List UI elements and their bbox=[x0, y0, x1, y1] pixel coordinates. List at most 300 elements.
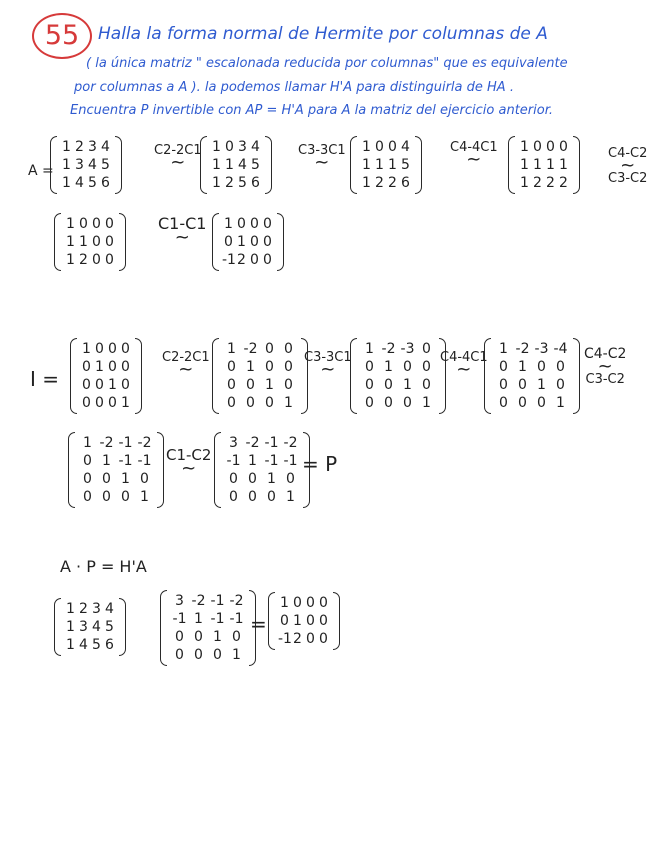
matrix-cell: 1 bbox=[520, 175, 529, 191]
matrix-cell: 1 bbox=[422, 395, 431, 411]
matrix-row bbox=[360, 340, 436, 358]
matrix-row bbox=[222, 340, 298, 358]
matrix-cell: -3 bbox=[400, 341, 415, 357]
statement-line-1: Halla la forma normal de Hermite por columnas de A bbox=[98, 24, 548, 44]
matrix-row bbox=[170, 610, 246, 628]
matrix-cell: 3 bbox=[75, 157, 84, 173]
matrix-cell: 1 bbox=[212, 157, 221, 173]
matrix-cell: 1 bbox=[267, 471, 276, 487]
matrix-cell: 0 bbox=[265, 341, 274, 357]
matrix-cell: 0 bbox=[227, 395, 236, 411]
matrix bbox=[212, 338, 308, 414]
matrix-cell: 0 bbox=[403, 395, 412, 411]
matrix-cell: 0 bbox=[92, 234, 101, 250]
matrix-cell: 0 bbox=[422, 341, 431, 357]
matrix bbox=[160, 590, 256, 666]
matrix-cell: 1 bbox=[375, 157, 384, 173]
matrix-cell: 0 bbox=[319, 631, 328, 647]
matrix bbox=[50, 136, 122, 194]
matrix-cell: 0 bbox=[388, 139, 397, 155]
matrix-cell: 0 bbox=[102, 489, 111, 505]
matrix-cell: 4 bbox=[75, 175, 84, 191]
matrix bbox=[214, 432, 310, 508]
matrix-row bbox=[360, 138, 412, 156]
matrix-cell: 0 bbox=[102, 471, 111, 487]
matrix-cell: 1 bbox=[533, 157, 542, 173]
matrix-cell: 0 bbox=[79, 216, 88, 232]
matrix-cell: 1 bbox=[518, 359, 527, 375]
problem-number-circle bbox=[32, 13, 92, 59]
matrix-cell: 5 bbox=[401, 157, 410, 173]
matrix-left-bracket bbox=[54, 213, 61, 271]
column-operation-pair: C4-C2 ~ C3-C2 bbox=[608, 146, 648, 186]
matrix-cell: 1 bbox=[82, 341, 91, 357]
matrix-cell: 1 bbox=[66, 601, 75, 617]
matrix-cell: 0 bbox=[108, 359, 117, 375]
matrix-row bbox=[494, 376, 570, 394]
matrix-cell: 1 bbox=[140, 489, 149, 505]
matrix-cell: 0 bbox=[213, 647, 222, 663]
statement-line-2: ( la única matriz " escalonada reducida por columnas" que es equivalente bbox=[86, 56, 568, 71]
matrix bbox=[54, 213, 126, 271]
matrix-cell: 1 bbox=[265, 377, 274, 393]
matrix-cell: -1 bbox=[264, 435, 279, 451]
matrix-cell: 0 bbox=[83, 471, 92, 487]
matrix-cell: 1 bbox=[365, 341, 374, 357]
matrix-cell: 0 bbox=[265, 359, 274, 375]
matrix-cell: 0 bbox=[384, 395, 393, 411]
matrix-cell: 0 bbox=[365, 359, 374, 375]
matrix-cell: 1 bbox=[284, 395, 293, 411]
matrix-cell: 1 bbox=[520, 157, 529, 173]
matrix-row bbox=[360, 156, 412, 174]
matrix-cell: 0 bbox=[537, 359, 546, 375]
matrix-cell: 5 bbox=[92, 637, 101, 653]
matrix-row bbox=[360, 394, 436, 412]
matrix-cell: 1 bbox=[559, 157, 568, 173]
i-equals-label: I = bbox=[30, 367, 60, 391]
matrix-cell: -2 bbox=[99, 435, 114, 451]
matrix-row bbox=[222, 251, 274, 269]
matrix-cell: 0 bbox=[121, 377, 130, 393]
matrix-cell: 4 bbox=[79, 637, 88, 653]
matrix-cell: 0 bbox=[263, 252, 272, 268]
matrix-cell: 3 bbox=[238, 139, 247, 155]
matrix-cell: 0 bbox=[546, 139, 555, 155]
matrix-cell: 3 bbox=[175, 593, 184, 609]
matrix-cell: -4 bbox=[553, 341, 568, 357]
matrix-cell: -1 bbox=[222, 252, 236, 268]
column-operation-pair: C4-C2 ~ C3-C2 bbox=[584, 346, 627, 387]
matrix-cell: 6 bbox=[251, 175, 260, 191]
matrix-cell: 1 bbox=[62, 139, 71, 155]
matrix-row bbox=[222, 233, 274, 251]
matrix-row bbox=[60, 174, 112, 192]
matrix-left-bracket bbox=[200, 136, 207, 194]
matrix-cell: 1 bbox=[62, 175, 71, 191]
matrix-row bbox=[170, 646, 246, 664]
matrix-cell: 1 bbox=[224, 216, 233, 232]
matrix-left-bracket bbox=[484, 338, 491, 414]
matrix-cell: 0 bbox=[306, 613, 315, 629]
matrix-row bbox=[64, 600, 116, 618]
matrix-cell: 1 bbox=[388, 157, 397, 173]
matrix-cell: 0 bbox=[232, 629, 241, 645]
matrix-left-bracket bbox=[350, 338, 357, 414]
column-operation: C1-C1 ~ bbox=[158, 214, 207, 248]
matrix-cell: 5 bbox=[88, 175, 97, 191]
matrix-row bbox=[494, 358, 570, 376]
column-operation: C4-4C1 ~ bbox=[440, 350, 488, 380]
matrix-cell: 5 bbox=[101, 157, 110, 173]
matrix-right-bracket bbox=[277, 213, 284, 271]
matrix-cell: 0 bbox=[92, 252, 101, 268]
matrix-cell: 0 bbox=[286, 471, 295, 487]
matrix-row bbox=[78, 452, 154, 470]
matrix-row bbox=[78, 470, 154, 488]
matrix-cell: 4 bbox=[92, 619, 101, 635]
a-equals-label: A = bbox=[28, 163, 54, 179]
matrix-cell: 0 bbox=[175, 629, 184, 645]
matrix-cell: 1 bbox=[102, 453, 111, 469]
column-operation: C2-2C1 ~ bbox=[162, 350, 210, 380]
matrix-left-bracket bbox=[350, 136, 357, 194]
matrix-left-bracket bbox=[68, 432, 75, 508]
matrix-cell: 0 bbox=[365, 377, 374, 393]
matrix-cell: 1 bbox=[227, 341, 236, 357]
matrix-row bbox=[64, 215, 116, 233]
matrix-cell: 1 bbox=[121, 471, 130, 487]
matrix-cell: 1 bbox=[62, 157, 71, 173]
matrix-cell: -1 bbox=[172, 611, 187, 627]
matrix-cell: -1 bbox=[226, 453, 241, 469]
matrix-cell: 4 bbox=[401, 139, 410, 155]
matrix-cell: 0 bbox=[284, 377, 293, 393]
matrix-row bbox=[494, 340, 570, 358]
matrix bbox=[350, 136, 422, 194]
matrix-right-bracket bbox=[119, 213, 126, 271]
matrix-left-bracket bbox=[70, 338, 77, 414]
matrix-cell: 1 bbox=[225, 157, 234, 173]
matrix-cell: 0 bbox=[237, 216, 246, 232]
matrix-right-bracket bbox=[157, 432, 164, 508]
matrix-cell: 0 bbox=[82, 377, 91, 393]
matrix-row bbox=[278, 594, 330, 612]
matrix-right-bracket bbox=[333, 592, 340, 650]
matrix-cell: 5 bbox=[105, 619, 114, 635]
matrix-cell: 0 bbox=[250, 252, 259, 268]
matrix-left-bracket bbox=[54, 598, 61, 656]
matrix-cell: 0 bbox=[248, 471, 257, 487]
matrix-cell: 0 bbox=[319, 613, 328, 629]
matrix-cell: 3 bbox=[229, 435, 238, 451]
matrix-row bbox=[224, 434, 300, 452]
matrix-cell: 0 bbox=[556, 359, 565, 375]
matrix-cell: 0 bbox=[537, 395, 546, 411]
matrix-cell: 2 bbox=[546, 175, 555, 191]
matrix-cell: 0 bbox=[83, 453, 92, 469]
matrix-cell: 1 bbox=[194, 611, 203, 627]
matrix-cell: 1 bbox=[79, 234, 88, 250]
matrix-cell: 0 bbox=[121, 489, 130, 505]
matrix-cell: 0 bbox=[121, 341, 130, 357]
matrix-cell: 1 bbox=[546, 157, 555, 173]
matrix-cell: 3 bbox=[79, 619, 88, 635]
matrix bbox=[212, 213, 284, 271]
column-operation: C3-3C1 ~ bbox=[304, 350, 352, 380]
matrix-left-bracket bbox=[268, 592, 275, 650]
matrix-cell: 2 bbox=[225, 175, 234, 191]
matrix-cell: 1 bbox=[520, 139, 529, 155]
matrix-row bbox=[224, 470, 300, 488]
matrix-cell: -2 bbox=[137, 435, 152, 451]
matrix-row bbox=[518, 156, 570, 174]
matrix-left-bracket bbox=[508, 136, 515, 194]
matrix-cell: 0 bbox=[293, 595, 302, 611]
matrix-cell: 0 bbox=[175, 647, 184, 663]
matrix-cell: 0 bbox=[246, 377, 255, 393]
matrix-cell: 0 bbox=[140, 471, 149, 487]
matrix-row bbox=[222, 376, 298, 394]
matrix-cell: 1 bbox=[232, 647, 241, 663]
matrix-cell: -1 bbox=[137, 453, 152, 469]
matrix-cell: -2 bbox=[229, 593, 244, 609]
matrix-cell: 1 bbox=[286, 489, 295, 505]
matrix-row bbox=[60, 156, 112, 174]
matrix-cell: 1 bbox=[499, 341, 508, 357]
matrix-cell: 4 bbox=[238, 157, 247, 173]
matrix-cell: 1 bbox=[384, 359, 393, 375]
matrix bbox=[350, 338, 446, 414]
matrix-row bbox=[224, 488, 300, 506]
matrix-cell: 1 bbox=[362, 157, 371, 173]
matrix-cell: 2 bbox=[293, 631, 302, 647]
matrix-cell: 1 bbox=[403, 377, 412, 393]
statement-line-3: por columnas a A ). la podemos llamar H'A para distinguirla de HA . bbox=[74, 80, 514, 95]
matrix-cell: 1 bbox=[248, 453, 257, 469]
matrix-row bbox=[210, 174, 262, 192]
matrix-left-bracket bbox=[160, 590, 167, 666]
matrix-cell: 0 bbox=[225, 139, 234, 155]
matrix-cell: 2 bbox=[375, 175, 384, 191]
matrix-row bbox=[360, 174, 412, 192]
matrix-cell: 3 bbox=[88, 139, 97, 155]
matrix-row bbox=[222, 394, 298, 412]
matrix-cell: 1 bbox=[362, 175, 371, 191]
matrix-left-bracket bbox=[212, 338, 219, 414]
matrix-cell: 1 bbox=[212, 175, 221, 191]
matrix-row bbox=[222, 215, 274, 233]
matrix-cell: 0 bbox=[556, 377, 565, 393]
matrix-row bbox=[60, 138, 112, 156]
matrix-cell: 2 bbox=[237, 252, 246, 268]
matrix-row bbox=[222, 358, 298, 376]
matrix-cell: 0 bbox=[319, 595, 328, 611]
column-operation: C4-4C1 ~ bbox=[450, 140, 498, 170]
matrix bbox=[54, 598, 126, 656]
matrix-left-bracket bbox=[212, 213, 219, 271]
matrix-right-bracket bbox=[265, 136, 272, 194]
matrix-cell: 5 bbox=[251, 157, 260, 173]
matrix-left-bracket bbox=[214, 432, 221, 508]
matrix-cell: 1 bbox=[237, 234, 246, 250]
matrix-cell: 0 bbox=[105, 252, 114, 268]
matrix-cell: 0 bbox=[95, 341, 104, 357]
matrix-cell: 0 bbox=[194, 647, 203, 663]
matrix-cell: 0 bbox=[403, 359, 412, 375]
matrix-cell: -1 bbox=[283, 453, 298, 469]
matrix-cell: 0 bbox=[533, 139, 542, 155]
matrix-cell: 2 bbox=[75, 139, 84, 155]
matrix-cell: 0 bbox=[83, 489, 92, 505]
matrix-cell: -1 bbox=[118, 453, 133, 469]
matrix-left-bracket bbox=[50, 136, 57, 194]
matrix-cell: -2 bbox=[243, 341, 258, 357]
matrix-row bbox=[170, 628, 246, 646]
matrix-cell: 6 bbox=[401, 175, 410, 191]
matrix-right-bracket bbox=[415, 136, 422, 194]
matrix-row bbox=[360, 376, 436, 394]
matrix-cell: 1 bbox=[66, 252, 75, 268]
matrix-right-bracket bbox=[119, 598, 126, 656]
matrix-cell: 0 bbox=[422, 377, 431, 393]
matrix-cell: 2 bbox=[559, 175, 568, 191]
matrix-cell: 0 bbox=[263, 234, 272, 250]
matrix-cell: 1 bbox=[246, 359, 255, 375]
matrix-row bbox=[278, 612, 330, 630]
matrix-row bbox=[494, 394, 570, 412]
matrix-row bbox=[64, 233, 116, 251]
matrix-cell: 0 bbox=[105, 216, 114, 232]
equals-sign: = bbox=[250, 612, 267, 636]
matrix-cell: 2 bbox=[533, 175, 542, 191]
matrix-cell: 2 bbox=[388, 175, 397, 191]
matrix-cell: 4 bbox=[88, 157, 97, 173]
matrix-cell: 5 bbox=[238, 175, 247, 191]
matrix-row bbox=[64, 251, 116, 269]
matrix-row bbox=[64, 636, 116, 654]
matrix-row bbox=[170, 592, 246, 610]
matrix-row bbox=[78, 488, 154, 506]
matrix-cell: -1 bbox=[210, 593, 225, 609]
matrix-row bbox=[80, 376, 132, 394]
matrix-cell: -2 bbox=[381, 341, 396, 357]
matrix-cell: 2 bbox=[79, 601, 88, 617]
matrix-cell: 0 bbox=[229, 489, 238, 505]
matrix-cell: -3 bbox=[534, 341, 549, 357]
matrix-row bbox=[210, 138, 262, 156]
matrix-row bbox=[518, 174, 570, 192]
matrix-row bbox=[64, 618, 116, 636]
matrix-cell: 1 bbox=[66, 637, 75, 653]
matrix-right-bracket bbox=[573, 136, 580, 194]
matrix-cell: 0 bbox=[105, 234, 114, 250]
matrix-cell: 4 bbox=[101, 139, 110, 155]
matrix-cell: 1 bbox=[83, 435, 92, 451]
matrix-cell: -2 bbox=[191, 593, 206, 609]
matrix-cell: 0 bbox=[265, 395, 274, 411]
matrix-cell: 1 bbox=[556, 395, 565, 411]
matrix-cell: 0 bbox=[384, 377, 393, 393]
product-equation-title: A · P = H'A bbox=[60, 557, 147, 576]
matrix-cell: 0 bbox=[229, 471, 238, 487]
matrix-cell: 0 bbox=[224, 234, 233, 250]
matrix-row bbox=[518, 138, 570, 156]
matrix-cell: 1 bbox=[66, 234, 75, 250]
matrix bbox=[70, 338, 142, 414]
matrix-row bbox=[80, 394, 132, 412]
matrix-cell: 3 bbox=[92, 601, 101, 617]
matrix-cell: -2 bbox=[283, 435, 298, 451]
matrix-row bbox=[80, 358, 132, 376]
matrix-cell: 0 bbox=[95, 377, 104, 393]
column-operation: C3-3C1 ~ bbox=[298, 143, 346, 173]
matrix-right-bracket bbox=[135, 338, 142, 414]
matrix-right-bracket bbox=[115, 136, 122, 194]
matrix-cell: 0 bbox=[518, 395, 527, 411]
matrix-row bbox=[210, 156, 262, 174]
matrix bbox=[484, 338, 580, 414]
matrix-cell: 1 bbox=[121, 395, 130, 411]
matrix-cell: 0 bbox=[365, 395, 374, 411]
matrix-cell: 4 bbox=[251, 139, 260, 155]
matrix-cell: 0 bbox=[518, 377, 527, 393]
matrix-cell: 6 bbox=[101, 175, 110, 191]
matrix-cell: 0 bbox=[92, 216, 101, 232]
matrix-row bbox=[224, 452, 300, 470]
matrix-cell: -2 bbox=[515, 341, 530, 357]
matrix-cell: 1 bbox=[362, 139, 371, 155]
matrix-cell: 0 bbox=[263, 216, 272, 232]
matrix-cell: 0 bbox=[280, 613, 289, 629]
matrix-cell: 0 bbox=[499, 359, 508, 375]
matrix-cell: -1 bbox=[118, 435, 133, 451]
matrix-right-bracket bbox=[573, 338, 580, 414]
matrix-cell: 1 bbox=[537, 377, 546, 393]
matrix-cell: 0 bbox=[82, 359, 91, 375]
matrix-cell: 0 bbox=[108, 341, 117, 357]
matrix-cell: -1 bbox=[278, 631, 292, 647]
matrix-cell: 0 bbox=[499, 377, 508, 393]
matrix-cell: 1 bbox=[95, 359, 104, 375]
matrix-row bbox=[80, 340, 132, 358]
matrix-cell: 0 bbox=[422, 359, 431, 375]
column-operation: C1-C2 ~ bbox=[166, 446, 212, 479]
matrix-cell: 0 bbox=[306, 595, 315, 611]
matrix-cell: 0 bbox=[108, 395, 117, 411]
matrix-cell: -2 bbox=[245, 435, 260, 451]
matrix-cell: 0 bbox=[227, 377, 236, 393]
matrix-cell: 0 bbox=[284, 359, 293, 375]
matrix-cell: -1 bbox=[264, 453, 279, 469]
matrix-cell: 0 bbox=[246, 395, 255, 411]
matrix-cell: -1 bbox=[210, 611, 225, 627]
matrix-cell: 0 bbox=[95, 395, 104, 411]
matrix bbox=[508, 136, 580, 194]
matrix-cell: 1 bbox=[66, 619, 75, 635]
matrix-cell: 0 bbox=[248, 489, 257, 505]
matrix-row bbox=[360, 358, 436, 376]
matrix bbox=[200, 136, 272, 194]
matrix-cell: 0 bbox=[267, 489, 276, 505]
matrix-row bbox=[278, 630, 330, 648]
matrix-cell: 0 bbox=[284, 341, 293, 357]
problem-number: 55 bbox=[44, 20, 80, 51]
matrix-cell: 1 bbox=[213, 629, 222, 645]
matrix-row bbox=[78, 434, 154, 452]
matrix-cell: 0 bbox=[499, 395, 508, 411]
matrix-cell: 1 bbox=[212, 139, 221, 155]
